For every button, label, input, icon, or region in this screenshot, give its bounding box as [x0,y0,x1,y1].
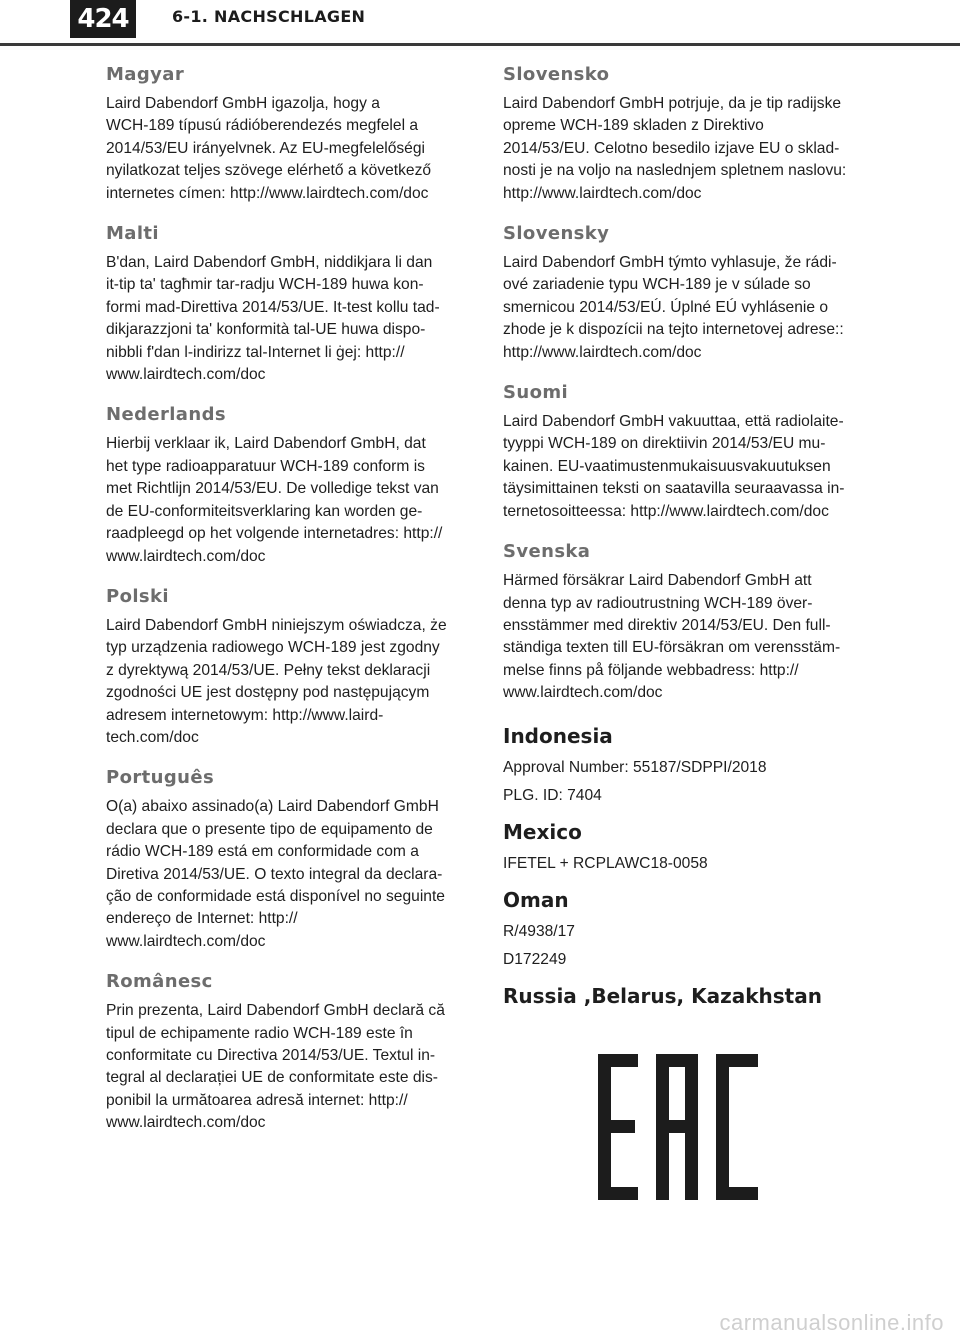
text-line: typ urządzenia radiowego WCH-189 jest zgodny [106,639,440,657]
section-polski [106,584,468,749]
text-line: 2014/53/EU. Celotno besedilo izjave EU o sklad- [503,139,840,157]
text-line: http://www.lairdtech.com/doc [503,184,702,202]
text-line: de EU-conformiteitsverklaring kan worden ge- [106,502,423,520]
section-romanesc [106,969,468,1134]
text-line: nibbli f'dan l-indirizz tal-Internet li ġej: http:// [106,343,405,361]
section-slovensko [503,62,865,205]
text-line: www.lairdtech.com/doc [106,366,266,384]
section-oman [503,885,865,971]
text-line: met Richtlijn 2014/53/EU. De volledige tekst van [106,480,439,498]
text-line: tegral al declarației UE de conformitate este dis- [106,1069,438,1087]
section-heading: Slovensky [503,223,610,245]
text-line: smernicou 2014/53/EÚ. Úplné EÚ vyhlásenie o [503,298,829,316]
text-line: rádio WCH-189 está em conformidade com a [106,843,419,861]
section-portugues [106,765,468,953]
country-heading: Russia ,Belarus, Kazakhstan [503,983,822,1008]
section-heading: Suomi [503,382,569,404]
section-body [503,252,865,364]
section-svenska [503,539,865,704]
text-line: internetes címen: http://www.lairdtech.com/doc [106,184,429,202]
eac-conformity-mark-icon [598,1054,758,1200]
section-russia-belarus-kazakhstan [503,981,865,1011]
text-line: täysimittainen teksti on saatavilla seuraavassa in- [503,480,845,498]
section-heading: Românesc [106,971,213,993]
section-indonesia [503,721,865,807]
country-heading: Oman [503,887,569,912]
text-line: formi mad-Direttiva 2014/53/UE. It-test kollu tad- [106,298,440,316]
text-line: dikjarazzjoni ta' konformità tal-UE huwa dispo- [106,321,426,339]
page-header [0,0,960,46]
section-body [106,433,468,567]
country-heading: Indonesia [503,723,613,748]
text-line: melse finns på följande webbadress: http:// [503,661,799,679]
section-body [503,411,865,523]
text-line: http://www.lairdtech.com/doc [503,343,702,361]
text-line: ponibil la următoarea adresă internet: http:// [106,1091,408,1109]
watermark: carmanualsonline.info [719,1310,944,1335]
country-line: D172249 [503,950,567,968]
text-line: raadpleegd op het volgende internetadres: http:// [106,525,443,543]
text-line: ternetosoitteessa: http://www.lairdtech.com/doc [503,502,829,520]
text-line: www.lairdtech.com/doc [503,684,663,702]
text-line: Hierbij verklaar ik, Laird Dabendorf GmbH, dat [106,435,426,453]
section-body [106,1000,468,1134]
text-line: O(a) abaixo assinado(a) Laird Dabendorf GmbH [106,798,439,816]
section-heading: Polski [106,585,169,607]
section-title: 6-1. NACHSCHLAGEN [172,7,366,26]
section-heading: Slovensko [503,64,610,85]
text-line: tech.com/doc [106,728,199,746]
text-line: ção de conformidade está disponível no seguinte [106,887,445,905]
text-line: www.lairdtech.com/doc [106,547,266,565]
text-line: opreme WCH-189 skladen z Direktivo [503,117,764,135]
page-number: 424 [70,0,136,38]
text-line: 2014/53/EU irányelvnek. Az EU-megfelelőségi [106,139,425,157]
text-line: Laird Dabendorf GmbH niniejszym oświadcza, że [106,616,447,634]
country-line: R/4938/17 [503,922,575,940]
country-line: PLG. ID: 7404 [503,786,602,804]
text-line: Laird Dabendorf GmbH týmto vyhlasuje, že rádi- [503,254,837,272]
text-line: het type radioapparatuur WCH-189 conform is [106,457,425,475]
text-line: endereço de Internet: http:// [106,910,298,928]
text-line: zhode je k dispozícii na tejto internetovej adrese:: [503,321,844,339]
section-body [503,570,865,704]
text-line: it-tip ta' tagħmir tar-radju WCH-189 huwa kon- [106,276,424,294]
text-line: adresem internetowym: http://www.laird- [106,706,384,724]
text-line: Härmed försäkrar Laird Dabendorf GmbH att [503,572,812,590]
section-heading: Nederlands [106,404,226,426]
text-line: ové zariadenie typu WCH-189 je v súlade so [503,276,811,294]
text-line: Laird Dabendorf GmbH vakuuttaa, että radiolaite- [503,413,844,431]
text-line: www.lairdtech.com/doc [106,932,266,950]
right-column [503,62,865,1021]
text-line: z dyrektywą 2014/53/UE. Pełny tekst deklaracji [106,661,431,679]
section-heading: Português [106,767,215,789]
text-line: ensstämmer med direktiv 2014/53/EU. Den full- [503,616,831,634]
text-line: Prin prezenta, Laird Dabendorf GmbH declară că [106,1002,445,1020]
section-magyar [106,62,468,205]
country-heading: Mexico [503,819,582,844]
text-line: Laird Dabendorf GmbH igazolja, hogy a [106,95,380,112]
text-line: nosti je na voljo na naslednjem spletnem naslovu: [503,162,847,180]
text-line: nyilatkozat teljes szövege elérhető a következő [106,162,432,180]
text-line: conformitate cu Directiva 2014/53/UE. Textul in- [106,1047,436,1064]
country-line: Approval Number: 55187/SDPPI/2018 [503,758,767,776]
section-suomi [503,380,865,523]
country-line: IFETEL + RCPLAWC18-0058 [503,854,708,872]
text-line: B'dan, Laird Dabendorf GmbH, niddikjara li dan [106,254,433,272]
text-line: tyyppi WCH-189 on direktiivin 2014/53/EU mu- [503,435,826,453]
section-body [106,93,468,205]
text-line: www.lairdtech.com/doc [106,1114,266,1132]
section-nederlands [106,402,468,567]
section-body [503,93,865,205]
section-body [106,615,468,749]
text-line: tipul de echipamente radio WCH-189 este în [106,1024,413,1042]
section-heading: Magyar [106,64,185,85]
section-body [106,796,468,953]
text-line: kainen. EU-vaatimustenmukaisuusvakuutuksen [503,457,831,475]
section-malti [106,221,468,386]
text-line: WCH-189 típusú rádióberendezés megfelel a [106,117,419,135]
section-heading: Svenska [503,541,591,563]
section-mexico [503,817,865,875]
text-line: declara que o presente tipo de equipamento de [106,820,433,838]
left-column [106,62,468,1151]
text-line: denna typ av radioutrustning WCH-189 över- [503,594,813,612]
text-line: ständiga texten till EU-försäkran om verensstäm- [503,639,841,657]
section-heading: Malti [106,223,160,245]
header-divider [0,43,960,46]
section-body [106,252,468,386]
section-slovensky [503,221,865,364]
text-line: zgodności UE jest dostępny pod następującym [106,684,430,702]
text-line: Diretiva 2014/53/UE. O texto integral da declara- [106,865,443,883]
text-line: Laird Dabendorf GmbH potrjuje, da je tip radijske [503,95,842,112]
